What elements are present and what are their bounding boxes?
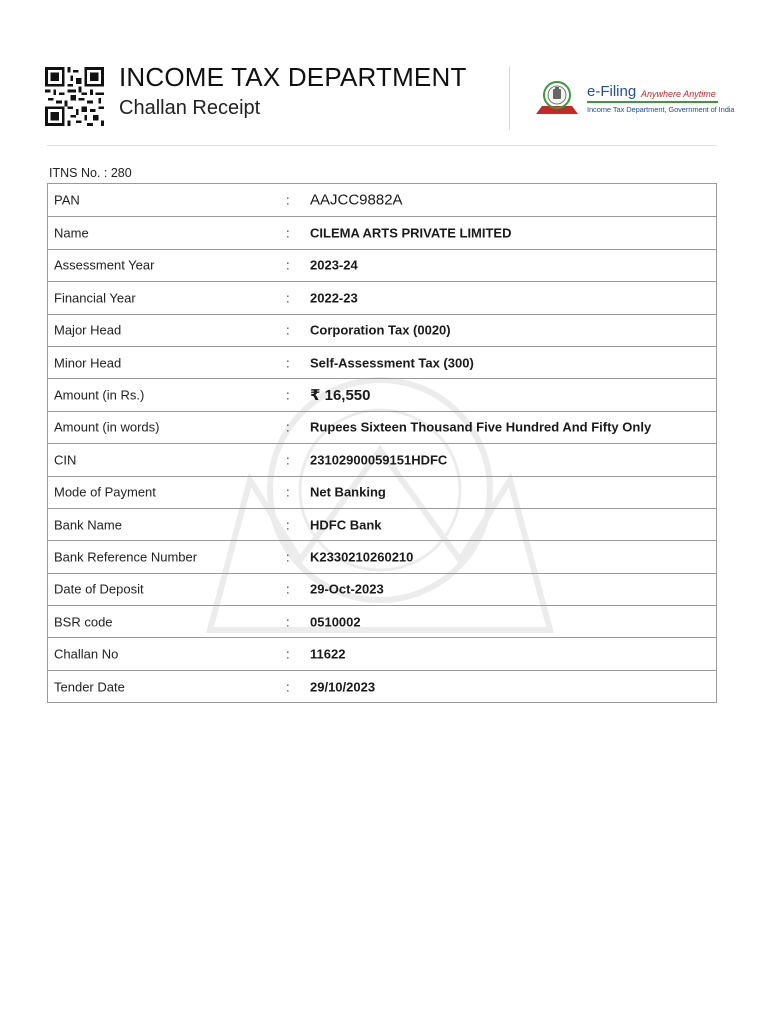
field-separator: : (286, 549, 290, 565)
table-row (48, 443, 716, 475)
table-row (48, 378, 716, 410)
table-row (48, 249, 716, 281)
field-value: HDFC Bank (310, 517, 382, 533)
field-value: Rupees Sixteen Thousand Five Hundred And Fifty Only (310, 419, 652, 435)
table-row (48, 540, 716, 572)
field-label: PAN (54, 192, 80, 208)
field-label: Date of Deposit (54, 581, 144, 597)
table-row (48, 573, 716, 605)
qr-code-icon (43, 67, 106, 126)
field-label: Bank Reference Number (54, 549, 198, 565)
department-title: INCOME TAX DEPARTMENT (119, 62, 467, 92)
field-separator: : (286, 387, 290, 403)
field-value: Self-Assessment Tax (300) (310, 355, 474, 371)
table-row (48, 476, 716, 508)
field-value: CILEMA ARTS PRIVATE LIMITED (310, 225, 512, 241)
table-row (48, 605, 716, 637)
table-row (48, 281, 716, 313)
field-label: Challan No (54, 646, 119, 662)
field-value: 11622 (310, 646, 346, 662)
field-separator: : (286, 614, 290, 630)
field-separator: : (286, 225, 290, 241)
field-label: Amount (in words) (54, 419, 160, 435)
field-label: Major Head (54, 322, 122, 338)
efiling-department: Income Tax Department, Government of India (587, 105, 735, 114)
header-divider (509, 66, 510, 130)
table-row (48, 346, 716, 378)
field-separator: : (286, 257, 290, 273)
field-label: Financial Year (54, 290, 136, 306)
field-separator: : (286, 452, 290, 468)
field-label: CIN (54, 452, 77, 468)
receipt-subtitle: Challan Receipt (119, 97, 261, 119)
field-label: Name (54, 225, 89, 241)
table-row (48, 411, 716, 443)
field-value: Net Banking (310, 484, 386, 500)
efiling-underline (587, 101, 718, 103)
table-row (48, 314, 716, 346)
field-value: AAJCC9882A (310, 191, 403, 209)
field-separator: : (286, 192, 290, 208)
field-label: Amount (in Rs.) (54, 387, 145, 403)
field-separator: : (286, 355, 290, 371)
field-separator: : (286, 646, 290, 662)
field-separator: : (286, 419, 290, 435)
field-label: Minor Head (54, 355, 122, 371)
itns-number: ITNS No. : 280 (49, 166, 132, 180)
field-label: Bank Name (54, 517, 122, 533)
field-label: BSR code (54, 614, 113, 630)
receipt-header (0, 0, 768, 150)
field-value: 29/10/2023 (310, 679, 376, 695)
challan-details-table (47, 183, 717, 703)
field-value: 2023-24 (310, 257, 358, 273)
field-value: 0510002 (310, 614, 361, 630)
field-separator: : (286, 484, 290, 500)
field-label: Tender Date (54, 679, 125, 695)
field-value: 23102900059151HDFC (310, 452, 448, 468)
field-value: K2330210260210 (310, 549, 414, 565)
table-row (48, 670, 716, 702)
table-row (48, 216, 716, 248)
field-label: Assessment Year (54, 257, 155, 273)
field-separator: : (286, 679, 290, 695)
efiling-tagline: Anywhere Anytime (641, 89, 716, 99)
header-rule (47, 145, 717, 146)
field-separator: : (286, 290, 290, 306)
table-row (48, 637, 716, 669)
field-value: 2022-23 (310, 290, 358, 306)
field-value: ₹ 16,550 (310, 387, 371, 405)
table-row (48, 184, 716, 216)
table-row (48, 508, 716, 540)
efiling-brand: e-Filing (587, 83, 637, 100)
field-value: 29-Oct-2023 (310, 581, 384, 597)
field-separator: : (286, 322, 290, 338)
field-separator: : (286, 581, 290, 597)
field-label: Mode of Payment (54, 484, 156, 500)
emblem-icon (530, 78, 584, 118)
field-value: Corporation Tax (0020) (310, 322, 451, 338)
field-separator: : (286, 517, 290, 533)
